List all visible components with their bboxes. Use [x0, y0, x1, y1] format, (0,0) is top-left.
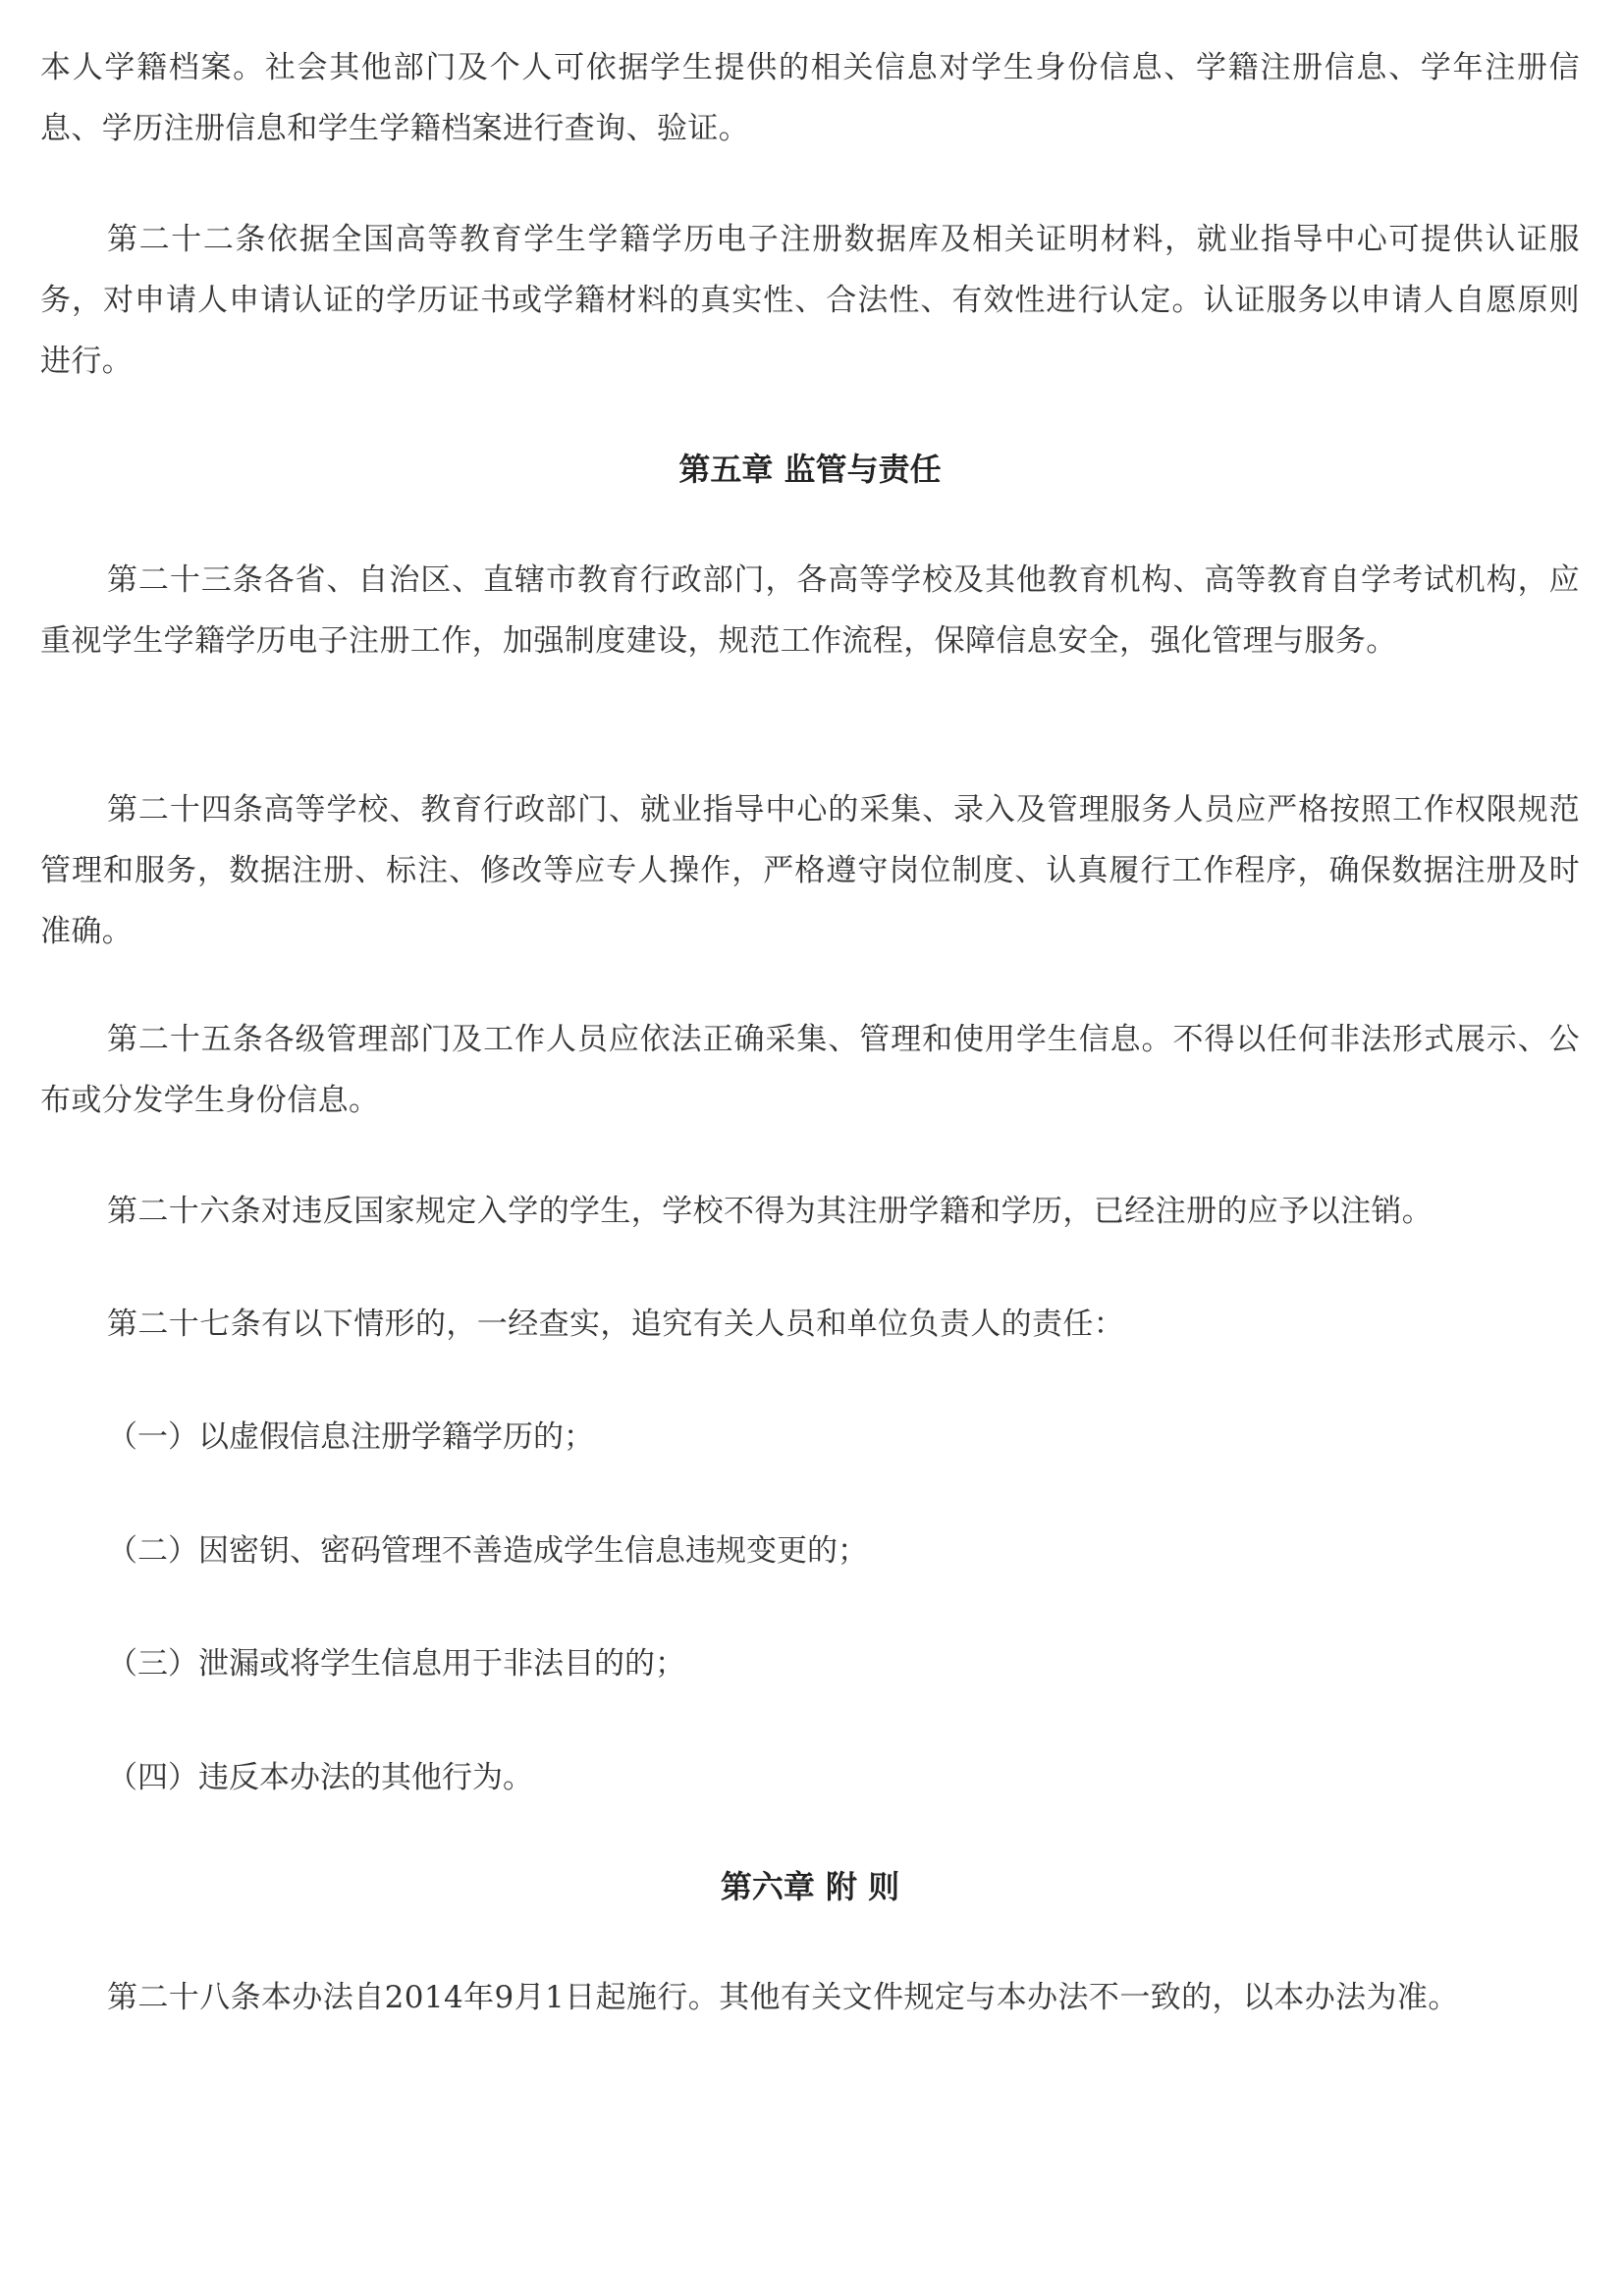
article-27: 第二十七条有以下情形的，一经查实，追究有关人员和单位负责人的责任： — [107, 1307, 1125, 1342]
article-24: 第二十四条高等学校、教育行政部门、就业指导中心的采集、录入及管理服务人员应严格按照工作权限规范管理和服务，数据注册、标注、修改等应专人操作，严格遵守岗位制度、认真履行工作程序，确保数据注册及时准确。 — [40, 792, 1580, 949]
article-22: 第二十二条依据全国高等教育学生学籍学历电子注册数据库及相关证明材料，就业指导中心可提供认证服务，对申请人申请认证的学历证书或学籍材料的真实性、合法性、有效性进行认定。认证服务以申请人自愿原则进行。 — [40, 222, 1580, 379]
list-item-2: （二）因密钥、密码管理不善造成学生信息违规变更的； — [107, 1533, 868, 1569]
paragraph-continuation: 本人学籍档案。社会其他部门及个人可依据学生提供的相关信息对学生身份信息、学籍注册信息、学年注册信息、学历注册信息和学生学籍档案进行查询、验证。 — [40, 50, 1580, 146]
chapter-6-heading: 第六章 附 则 — [720, 1868, 900, 1905]
chapter-5-heading: 第五章 监管与责任 — [678, 451, 942, 488]
article-23: 第二十三条各省、自治区、直辖市教育行政部门，各高等学校及其他教育机构、高等教育自学考试机构，应重视学生学籍学历电子注册工作，加强制度建设，规范工作流程，保障信息安全，强化管理与服务。 — [40, 562, 1580, 659]
list-item-3: （三）泄漏或将学生信息用于非法目的的； — [107, 1646, 685, 1682]
article-26: 第二十六条对违反国家规定入学的学生，学校不得为其注册学籍和学历，已经注册的应予以注销。 — [107, 1194, 1434, 1229]
list-item-4: （四）违反本办法的其他行为。 — [107, 1760, 533, 1795]
article-25: 第二十五条各级管理部门及工作人员应依法正确采集、管理和使用学生信息。不得以任何非法形式展示、公布或分发学生身份信息。 — [40, 1022, 1580, 1118]
article-28: 第二十八条本办法自2014年9月1日起施行。其他有关文件规定与本办法不一致的，以本办法为准。 — [107, 1980, 1459, 2015]
list-item-1: （一）以虚假信息注册学籍学历的； — [107, 1419, 594, 1455]
